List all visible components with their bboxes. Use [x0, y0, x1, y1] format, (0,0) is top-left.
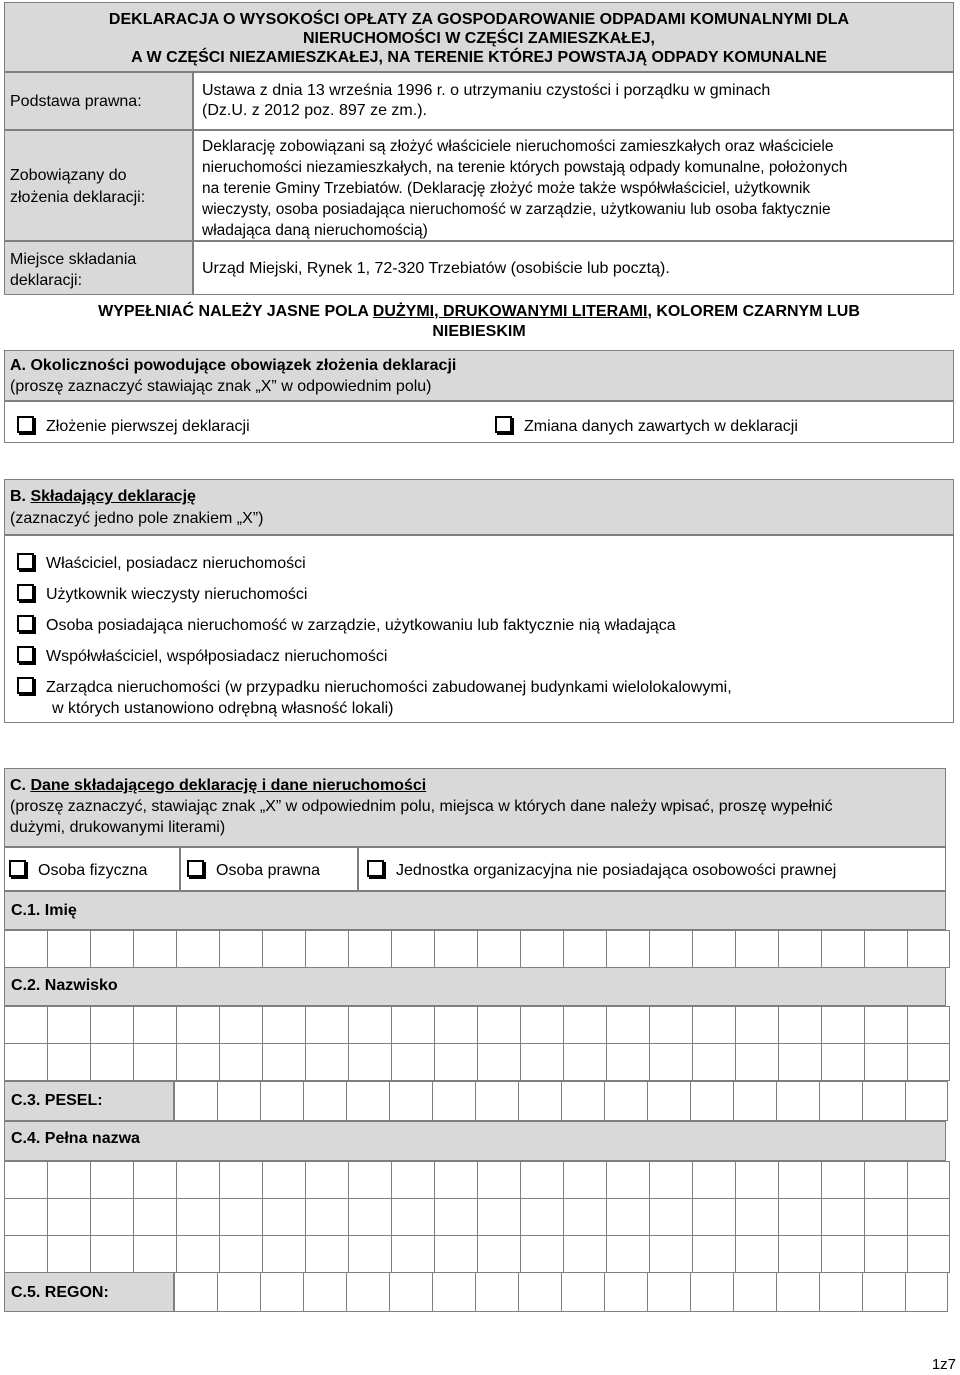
- obliged-text: Deklarację zobowiązani są złożyć właściciele nieruchomości zamieszkałych oraz właściciele nieruchomości niezamieszkałych, na terenie których powstają odpady komunalne, położonych na terenie Gminy Trzebiatów. (Deklarację złożyć może także współwłaściciel, użytkownik wieczysty, osoba posiadająca nieruchomość w zarządzie, użytkowaniu lub osoba faktycznie władająca daną nieruchomością): [193, 130, 954, 241]
- character-box[interactable]: [303, 1273, 346, 1312]
- form-title-line-1: DEKLARACJA O WYSOKOŚCI OPŁATY ZA GOSPODAROWANIE ODPADAMI KOMUNALNYMI DLA: [108, 11, 850, 28]
- character-box[interactable]: [434, 1007, 477, 1044]
- character-box[interactable]: [262, 1235, 305, 1273]
- character-box[interactable]: [262, 931, 305, 968]
- character-box[interactable]: [649, 1162, 692, 1199]
- character-box[interactable]: [819, 1273, 862, 1312]
- character-box[interactable]: [821, 1235, 864, 1273]
- character-box[interactable]: [90, 1007, 133, 1044]
- checkbox-icon[interactable]: [187, 860, 204, 877]
- character-box[interactable]: [133, 1198, 176, 1236]
- checkbox-icon[interactable]: [17, 416, 34, 433]
- character-box[interactable]: [606, 931, 649, 968]
- character-box[interactable]: [649, 1235, 692, 1273]
- character-box[interactable]: [176, 931, 219, 968]
- character-box[interactable]: [520, 931, 563, 968]
- character-box[interactable]: [176, 1235, 219, 1273]
- checkbox-icon[interactable]: [495, 416, 512, 433]
- character-box[interactable]: [606, 1007, 649, 1044]
- section-a-options: [4, 401, 954, 443]
- legal-basis-label: Podstawa prawna:: [4, 72, 193, 130]
- option-manager[interactable]: Zarządca nieruchomości (w przypadku nieruchomości zabudowanej budynkami wielolokalowymi, w których ustanowiono odrębną własność lokali): [17, 677, 732, 719]
- entity-type-legal: [180, 847, 358, 891]
- character-box[interactable]: [692, 1007, 735, 1044]
- character-box[interactable]: [4, 1043, 47, 1081]
- character-box[interactable]: [260, 1273, 303, 1312]
- character-box[interactable]: [176, 1043, 219, 1081]
- character-box[interactable]: [690, 1082, 733, 1121]
- character-box[interactable]: [260, 1082, 303, 1121]
- character-box[interactable]: [47, 1043, 90, 1081]
- character-box[interactable]: [217, 1082, 260, 1121]
- character-box[interactable]: [733, 1273, 776, 1312]
- character-box[interactable]: [563, 931, 606, 968]
- character-box[interactable]: [778, 1007, 821, 1044]
- character-box[interactable]: [47, 1007, 90, 1044]
- character-box[interactable]: [864, 1043, 907, 1081]
- character-box[interactable]: [776, 1082, 819, 1121]
- character-box[interactable]: [864, 1235, 907, 1273]
- full-name-input-grid-3[interactable]: [4, 1235, 950, 1273]
- regon-input-grid[interactable]: [174, 1272, 948, 1312]
- character-box[interactable]: [907, 1162, 950, 1199]
- checkbox-icon[interactable]: [9, 860, 26, 877]
- character-box[interactable]: [606, 1198, 649, 1236]
- character-box[interactable]: [477, 931, 520, 968]
- section-a-subtitle: (proszę zaznaczyć stawiając znak „X” w odpowiednim polu): [10, 378, 432, 395]
- character-box[interactable]: [4, 931, 47, 968]
- entity-type-unit: [358, 847, 946, 891]
- character-box[interactable]: [262, 1007, 305, 1044]
- character-box[interactable]: [735, 1162, 778, 1199]
- character-box[interactable]: [477, 1162, 520, 1199]
- character-box[interactable]: [907, 1235, 950, 1273]
- character-box[interactable]: [735, 931, 778, 968]
- section-c-subtitle-2: dużymi, drukowanymi literami): [10, 819, 226, 836]
- character-box[interactable]: [432, 1273, 475, 1312]
- character-box[interactable]: [262, 1162, 305, 1199]
- character-box[interactable]: [563, 1043, 606, 1081]
- character-box[interactable]: [563, 1235, 606, 1273]
- character-box[interactable]: [389, 1082, 432, 1121]
- section-c-title: Dane składającego deklarację i dane nieruchomości: [30, 777, 427, 794]
- character-box[interactable]: [778, 1198, 821, 1236]
- character-box[interactable]: [518, 1273, 561, 1312]
- character-box[interactable]: [778, 931, 821, 968]
- pesel-input-grid[interactable]: [174, 1081, 948, 1121]
- character-box[interactable]: [563, 1162, 606, 1199]
- character-box[interactable]: [305, 931, 348, 968]
- character-box[interactable]: [176, 1007, 219, 1044]
- character-box[interactable]: [692, 931, 735, 968]
- character-box[interactable]: [4, 1235, 47, 1273]
- character-box[interactable]: [819, 1082, 862, 1121]
- character-box[interactable]: [4, 1162, 47, 1199]
- character-box[interactable]: [434, 1162, 477, 1199]
- character-box[interactable]: [864, 1007, 907, 1044]
- option-possessor[interactable]: Osoba posiadająca nieruchomość w zarządzie, użytkowaniu lub faktycznie nią władająca: [17, 615, 676, 636]
- last-name-input-grid-2[interactable]: [4, 1043, 950, 1081]
- character-box[interactable]: [690, 1273, 733, 1312]
- character-box[interactable]: [219, 1043, 262, 1081]
- character-box[interactable]: [434, 931, 477, 968]
- character-box[interactable]: [47, 1198, 90, 1236]
- character-box[interactable]: [348, 1235, 391, 1273]
- page-number: 1z7: [931, 1356, 956, 1373]
- character-box[interactable]: [133, 931, 176, 968]
- first-name-input-grid[interactable]: [4, 930, 950, 968]
- character-box[interactable]: [348, 931, 391, 968]
- character-box[interactable]: [219, 1235, 262, 1273]
- section-a-title: A. Okoliczności powodujące obowiązek złożenia deklaracji: [10, 357, 457, 374]
- character-box[interactable]: [305, 1162, 348, 1199]
- character-box[interactable]: [821, 1198, 864, 1236]
- character-box[interactable]: [305, 1198, 348, 1236]
- character-box[interactable]: [434, 1043, 477, 1081]
- character-box[interactable]: [391, 1235, 434, 1273]
- character-box[interactable]: [520, 1235, 563, 1273]
- character-box[interactable]: [432, 1082, 475, 1121]
- character-box[interactable]: [133, 1043, 176, 1081]
- option-change-declaration[interactable]: Zmiana danych zawartych w deklaracji: [495, 416, 798, 437]
- checkbox-icon[interactable]: [17, 615, 34, 632]
- character-box[interactable]: [475, 1273, 518, 1312]
- field-c5-label: C.5. REGON:: [4, 1272, 174, 1312]
- character-box[interactable]: [604, 1082, 647, 1121]
- character-box[interactable]: [217, 1273, 260, 1312]
- character-box[interactable]: [520, 1198, 563, 1236]
- section-b-header: B. Składający deklarację (zaznaczyć jedno pole znakiem „X”): [4, 479, 954, 535]
- character-box[interactable]: [862, 1273, 905, 1312]
- character-box[interactable]: [735, 1007, 778, 1044]
- character-box[interactable]: [4, 1007, 47, 1044]
- character-box[interactable]: [647, 1082, 690, 1121]
- character-box[interactable]: [907, 931, 950, 968]
- character-box[interactable]: [219, 1007, 262, 1044]
- character-box[interactable]: [348, 1198, 391, 1236]
- character-box[interactable]: [649, 1007, 692, 1044]
- character-box[interactable]: [391, 1043, 434, 1081]
- section-b-options: [4, 535, 954, 723]
- character-box[interactable]: [176, 1198, 219, 1236]
- character-box[interactable]: [649, 1198, 692, 1236]
- checkbox-icon[interactable]: [17, 553, 34, 570]
- character-box[interactable]: [735, 1235, 778, 1273]
- character-box[interactable]: [262, 1198, 305, 1236]
- last-name-input-grid-1[interactable]: [4, 1006, 950, 1044]
- character-box[interactable]: [692, 1235, 735, 1273]
- character-box[interactable]: [735, 1198, 778, 1236]
- character-box[interactable]: [90, 1162, 133, 1199]
- fill-instruction: WYPEŁNIAĆ NALEŻY JASNE POLA DUŻYMI, DRUKOWANYMI LITERAMI, KOLOREM CZARNYM LUB NIEBIESKIM: [98, 303, 860, 340]
- character-box[interactable]: [174, 1273, 217, 1312]
- character-box[interactable]: [649, 1043, 692, 1081]
- option-organizational-unit[interactable]: Jednostka organizacyjna nie posiadająca osobowości prawnej: [367, 860, 836, 881]
- character-box[interactable]: [692, 1162, 735, 1199]
- character-box[interactable]: [4, 1198, 47, 1236]
- character-box[interactable]: [821, 1007, 864, 1044]
- character-box[interactable]: [776, 1273, 819, 1312]
- character-box[interactable]: [47, 931, 90, 968]
- character-box[interactable]: [518, 1082, 561, 1121]
- character-box[interactable]: [391, 1198, 434, 1236]
- character-box[interactable]: [561, 1082, 604, 1121]
- character-box[interactable]: [303, 1082, 346, 1121]
- character-box[interactable]: [905, 1082, 948, 1121]
- form-title-line-3: A W CZĘŚCI NIEZAMIESZKAŁEJ, NA TERENIE KTÓREJ POWSTAJĄ ODPADY KOMUNALNE: [131, 49, 827, 66]
- field-c2-label: C.2. Nazwisko: [4, 967, 946, 1006]
- option-legal-person[interactable]: Osoba prawna: [187, 860, 320, 881]
- field-c4-label: C.4. Pełna nazwa: [4, 1121, 946, 1161]
- character-box[interactable]: [90, 931, 133, 968]
- character-box[interactable]: [477, 1007, 520, 1044]
- character-box[interactable]: [305, 1235, 348, 1273]
- character-box[interactable]: [389, 1273, 432, 1312]
- character-box[interactable]: [821, 931, 864, 968]
- option-co-owner[interactable]: Współwłaściciel, współposiadacz nieruchomości: [17, 646, 387, 667]
- section-b-title: Składający deklarację: [30, 488, 196, 505]
- character-box[interactable]: [563, 1007, 606, 1044]
- character-box[interactable]: [821, 1043, 864, 1081]
- character-box[interactable]: [907, 1043, 950, 1081]
- option-owner[interactable]: Właściciel, posiadacz nieruchomości: [17, 553, 306, 574]
- character-box[interactable]: [606, 1043, 649, 1081]
- character-box[interactable]: [606, 1235, 649, 1273]
- character-box[interactable]: [778, 1162, 821, 1199]
- character-box[interactable]: [735, 1043, 778, 1081]
- full-name-input-grid-2[interactable]: [4, 1198, 950, 1236]
- character-box[interactable]: [561, 1273, 604, 1312]
- character-box[interactable]: [219, 1162, 262, 1199]
- form-title-line-2: NIERUCHOMOŚCI W CZĘŚCI ZAMIESZKAŁEJ,: [302, 30, 655, 47]
- character-box[interactable]: [346, 1273, 389, 1312]
- checkbox-icon[interactable]: [17, 677, 34, 694]
- field-c1-label: C.1. Imię: [4, 891, 946, 930]
- character-box[interactable]: [391, 931, 434, 968]
- character-box[interactable]: [864, 1198, 907, 1236]
- checkbox-icon[interactable]: [17, 584, 34, 601]
- character-box[interactable]: [477, 1043, 520, 1081]
- character-box[interactable]: [692, 1043, 735, 1081]
- checkbox-icon[interactable]: [17, 646, 34, 663]
- character-box[interactable]: [133, 1162, 176, 1199]
- character-box[interactable]: [692, 1198, 735, 1236]
- section-c-header: C. Dane składającego deklarację i dane nieruchomości (proszę zaznaczyć, stawiając znak „X” w odpowiednim polu, miejsca w których dane należy wpisać, proszę wypełnić dużymi, drukowanymi literami): [4, 768, 946, 847]
- character-box[interactable]: [391, 1162, 434, 1199]
- legal-basis-text: Ustawa z dnia 13 września 1996 r. o utrzymaniu czystości i porządku w gminach (Dz.U. z 2012 poz. 897 ze zm.).: [193, 72, 954, 130]
- character-box[interactable]: [434, 1198, 477, 1236]
- character-box[interactable]: [778, 1235, 821, 1273]
- character-box[interactable]: [176, 1162, 219, 1199]
- character-box[interactable]: [864, 931, 907, 968]
- option-first-declaration[interactable]: Złożenie pierwszej deklaracji: [17, 416, 250, 437]
- character-box[interactable]: [346, 1082, 389, 1121]
- character-box[interactable]: [90, 1043, 133, 1081]
- character-box[interactable]: [133, 1007, 176, 1044]
- form-header: [4, 2, 954, 72]
- character-box[interactable]: [647, 1273, 690, 1312]
- character-box[interactable]: [305, 1043, 348, 1081]
- character-box[interactable]: [520, 1162, 563, 1199]
- section-a-header: [4, 350, 954, 401]
- character-box[interactable]: [907, 1007, 950, 1044]
- character-box[interactable]: [520, 1043, 563, 1081]
- character-box[interactable]: [262, 1043, 305, 1081]
- character-box[interactable]: [477, 1198, 520, 1236]
- character-box[interactable]: [862, 1082, 905, 1121]
- character-box[interactable]: [604, 1273, 647, 1312]
- place-label: Miejsce składania deklaracji:: [4, 241, 193, 295]
- character-box[interactable]: [174, 1082, 217, 1121]
- character-box[interactable]: [477, 1235, 520, 1273]
- character-box[interactable]: [47, 1235, 90, 1273]
- section-b-subtitle: (zaznaczyć jedno pole znakiem „X”): [10, 510, 264, 527]
- character-box[interactable]: [606, 1162, 649, 1199]
- character-box[interactable]: [90, 1198, 133, 1236]
- character-box[interactable]: [47, 1162, 90, 1199]
- obliged-label: Zobowiązany do złożenia deklaracji:: [4, 130, 193, 241]
- character-box[interactable]: [434, 1235, 477, 1273]
- full-name-input-grid-1[interactable]: [4, 1161, 950, 1199]
- character-box[interactable]: [133, 1235, 176, 1273]
- character-box[interactable]: [348, 1007, 391, 1044]
- character-box[interactable]: [905, 1273, 948, 1312]
- option-perpetual-user[interactable]: Użytkownik wieczysty nieruchomości: [17, 584, 307, 605]
- character-box[interactable]: [778, 1043, 821, 1081]
- character-box[interactable]: [864, 1162, 907, 1199]
- character-box[interactable]: [649, 931, 692, 968]
- character-box[interactable]: [219, 931, 262, 968]
- character-box[interactable]: [348, 1043, 391, 1081]
- option-natural-person[interactable]: Osoba fizyczna: [9, 860, 147, 881]
- character-box[interactable]: [305, 1007, 348, 1044]
- character-box[interactable]: [391, 1007, 434, 1044]
- character-box[interactable]: [733, 1082, 776, 1121]
- checkbox-icon[interactable]: [367, 860, 384, 877]
- character-box[interactable]: [907, 1198, 950, 1236]
- place-text: Urząd Miejski, Rynek 1, 72-320 Trzebiatów (osobiście lub pocztą).: [193, 241, 954, 295]
- character-box[interactable]: [219, 1198, 262, 1236]
- section-c-subtitle-1: (proszę zaznaczyć, stawiając znak „X” w odpowiednim polu, miejsca w których dane należy wpisać, proszę wypełnić: [10, 798, 833, 815]
- field-c3-label: C.3. PESEL:: [4, 1081, 174, 1121]
- character-box[interactable]: [821, 1162, 864, 1199]
- character-box[interactable]: [348, 1162, 391, 1199]
- character-box[interactable]: [520, 1007, 563, 1044]
- character-box[interactable]: [563, 1198, 606, 1236]
- character-box[interactable]: [90, 1235, 133, 1273]
- character-box[interactable]: [475, 1082, 518, 1121]
- entity-type-physical: [4, 847, 180, 891]
